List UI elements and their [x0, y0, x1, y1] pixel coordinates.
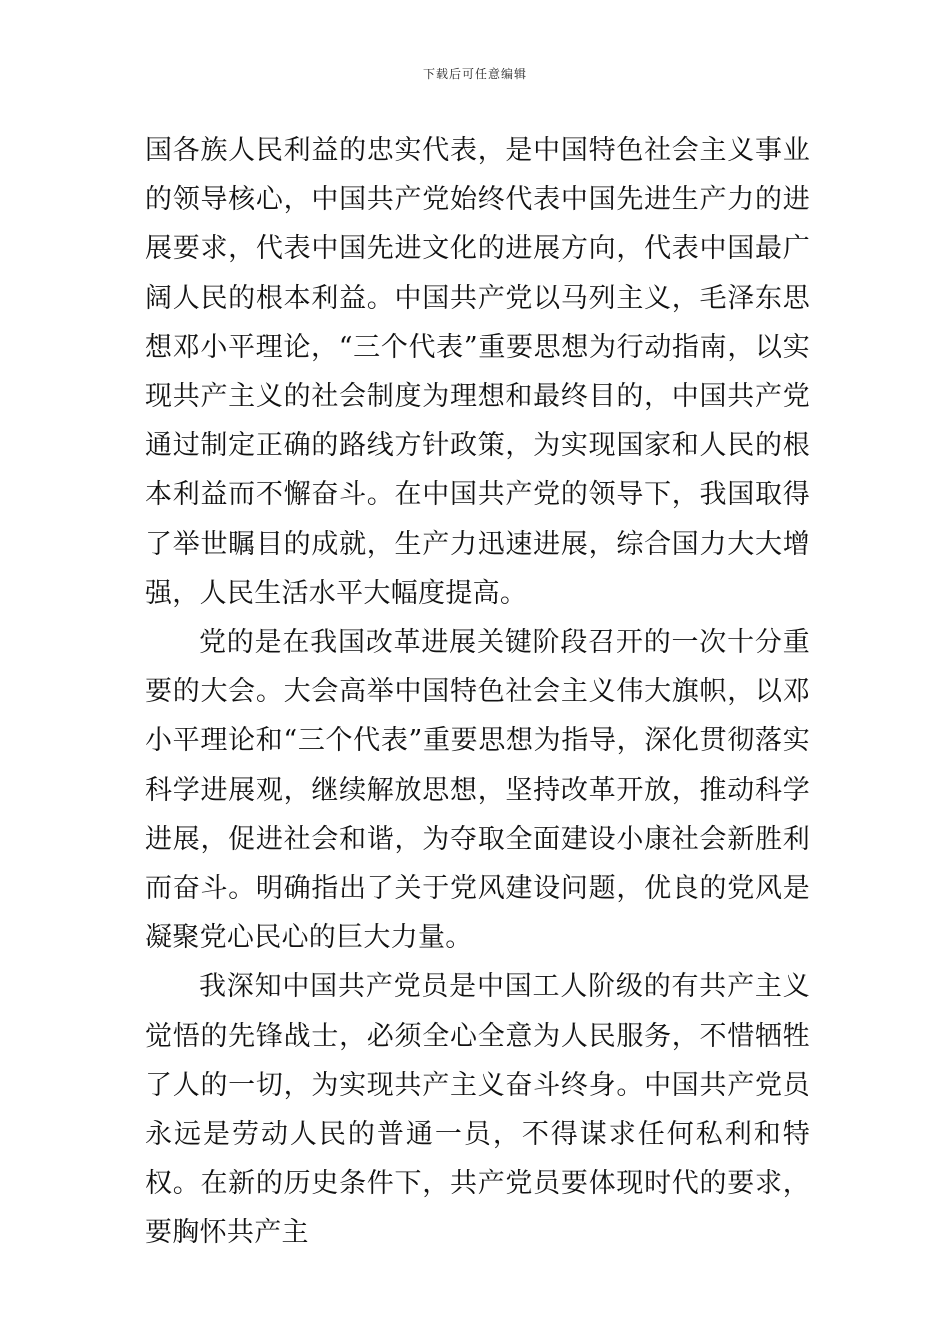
paragraph-1: 国各族人民利益的忠实代表，是中国特色社会主义事业的领导核心，中国共产党始终代表中国先进生产力的进展要求，代表中国先进文化的进展方向，代表中国最广阔人民的根本利益。中国共产党以马列主义，毛泽东思想邓小平理论，“三个代表”重要思想为行动指南，以实现共产主义的社会制度为理想和最终目的，中国共产党通过制定正确的路线方针政策，为实现国家和人民的根本利益而不懈奋斗。在中国共产党的领导下，我国取得了举世瞩目的成就，生产力迅速进展，综合国力大大增强，人民生活水平大幅度提高。	[145, 135, 810, 609]
paragraph-2: 党的是在我国改革进展关键阶段召开的一次十分重要的大会。大会高举中国特色社会主义伟大旗帜，以邓小平理论和“三个代表”重要思想为指导，深化贯彻落实科学进展观，继续解放思想，坚持改革开放，推动科学进展，促进社会和谐，为夺取全面建设小康社会新胜利而奋斗。明确指出了关于党风建设问题，优良的党风是凝聚党心民心的巨大力量。	[145, 627, 810, 954]
paragraph-3: 我深知中国共产党员是中国工人阶级的有共产主义觉悟的先锋战士，必须全心全意为人民服务，不惜牺牲了人的一切，为实现共产主义奋斗终身。中国共产党员永远是劳动人民的普通一员，不得谋求任何私利和特权。在新的历史条件下，共产党员要体现时代的要求，要胸怀共产主	[145, 971, 810, 1249]
page-header: 下载后可任意编辑	[422, 67, 527, 81]
body-text	[145, 126, 810, 1258]
